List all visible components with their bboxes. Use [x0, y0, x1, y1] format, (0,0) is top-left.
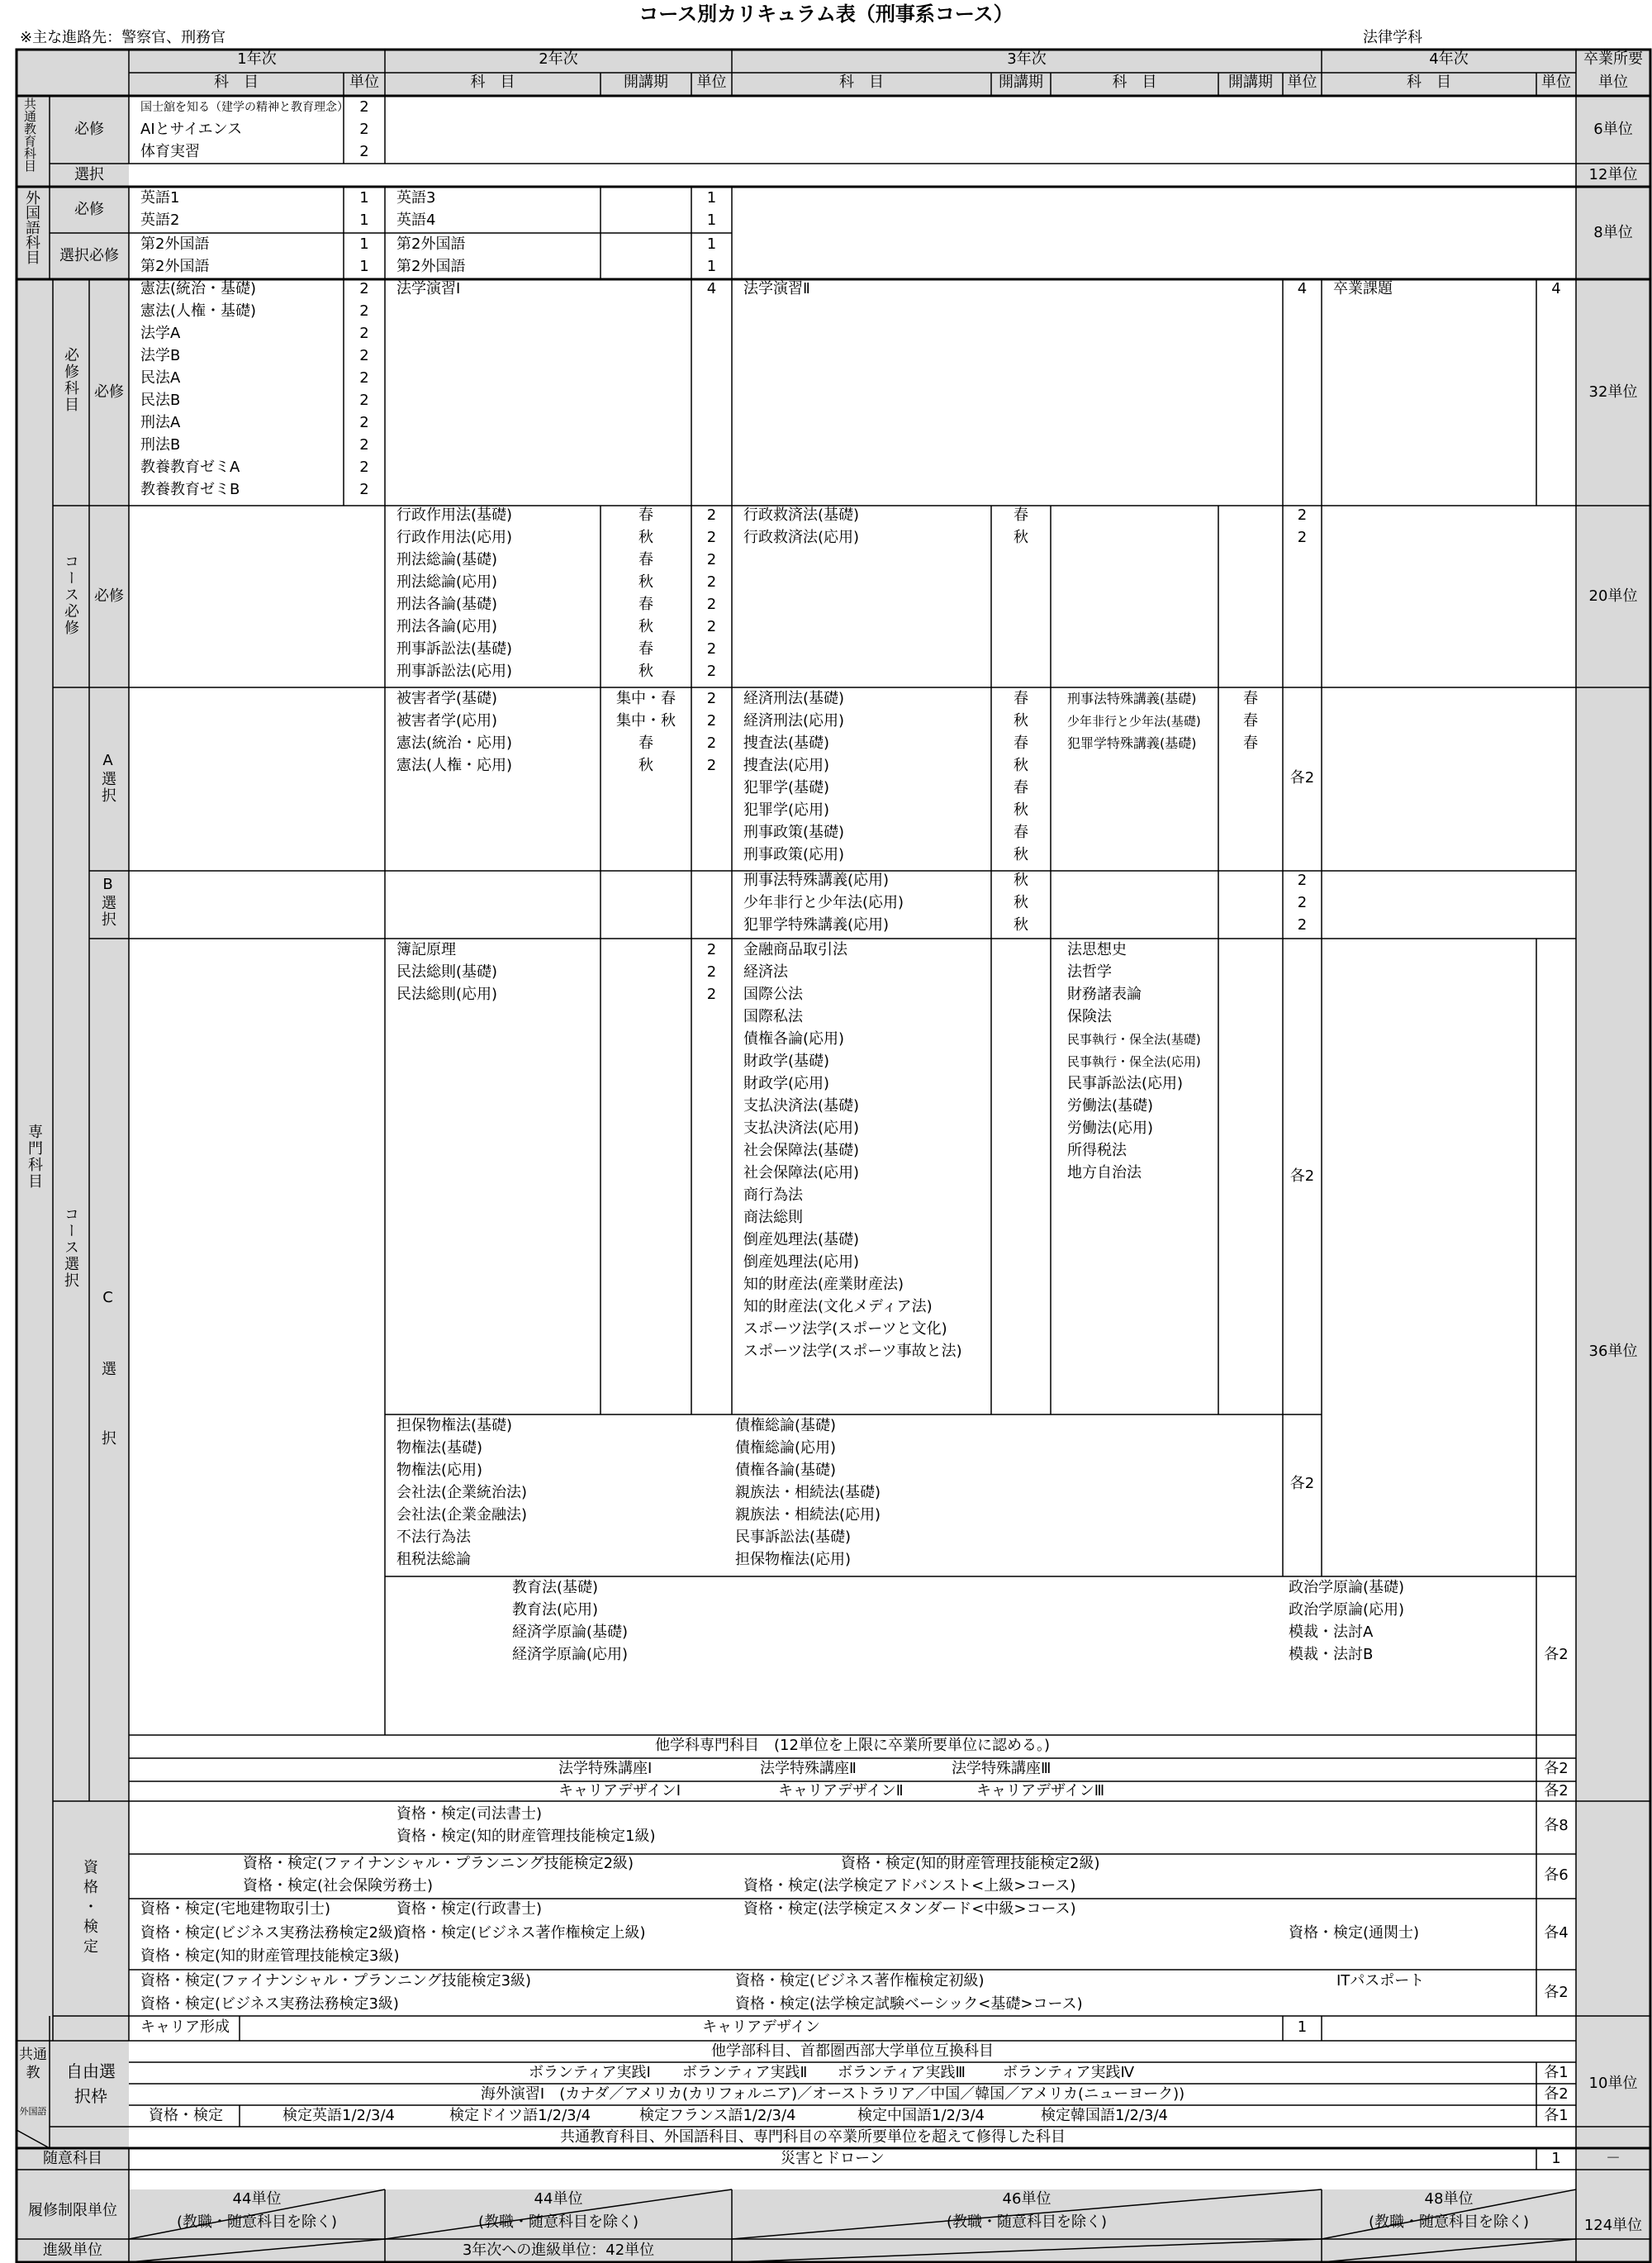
common-unit: 2 [359, 121, 369, 138]
a-sel-subject: 被害者学(基礎) [396, 690, 498, 707]
req-subject: 教養教育ゼミA [140, 459, 240, 476]
course-req-subject: 刑法各論(基礎) [396, 596, 498, 613]
exam-label: 資格・検定 [149, 2107, 223, 2124]
c-sel-y23-subject: 債権総論(応用) [735, 1439, 837, 1457]
foreign-y2-unit: 1 [706, 258, 717, 275]
foreign-y2-unit: 1 [706, 189, 717, 207]
a-sel-y3-subject: 刑事政策(応用) [743, 846, 845, 863]
common-unit: 2 [359, 143, 369, 160]
req-subject: 憲法(統治・基礎) [140, 280, 257, 297]
foreign-elective-required-label: 選択必修 [59, 247, 119, 264]
qual-item: 資格・検定(宅地建物取引士) [140, 1900, 331, 1918]
c-sel-y3-subject: スポーツ法学(スポーツ事故と法) [743, 1343, 962, 1360]
a-sel-y3-term: 秋 [1014, 801, 1028, 819]
free-elective-label: 自由選択枠 [66, 2061, 116, 2106]
a-sel-y3-term: 秋 [1014, 757, 1028, 774]
a-sel-y3-subject: 捜査法(基礎) [743, 735, 830, 752]
b-sel-unit: 2 [1297, 916, 1308, 934]
a-sel-term: 集中・春 [616, 690, 676, 707]
grad-unit-header: 単位 [1598, 74, 1628, 91]
limit-y4-note: (教職・随意科目を除く) [1368, 2213, 1530, 2231]
c-sel-y24-subject: 模裁・法討B [1289, 1646, 1374, 1663]
course-req-subject: 刑事訴訟法(応用) [396, 663, 513, 680]
c-sel-y3b-subject: 労働法(基礎) [1067, 1097, 1154, 1115]
req-subject: 民法A [140, 369, 181, 387]
c-sel-y23-subject: 親族法・相続法(基礎) [735, 1484, 881, 1501]
y4-subject-header: 科 目 [1407, 74, 1451, 91]
c-sel-y23-subject: 物権法(応用) [396, 1462, 483, 1479]
common-subject: 国士舘を知る（建学の精神と教育理念） [140, 101, 349, 114]
req-y2-unit: 4 [706, 280, 717, 297]
req-y4-unit: 4 [1551, 280, 1561, 297]
course-req-unit: 2 [706, 618, 717, 635]
qual-unit: 各2 [1544, 1984, 1569, 2001]
foreign-y1-subject: 第2外国語 [140, 258, 210, 275]
c-sel-y2-subject: 簿記原理 [396, 941, 456, 958]
exam-item: 検定フランス語1/2/3/4 [639, 2107, 796, 2124]
foreign-y2-subject: 英語3 [396, 189, 436, 207]
overseas-unit: 各2 [1544, 2085, 1569, 2103]
foreign-y1-subject: 英語1 [140, 189, 180, 207]
qual-unit: 各4 [1544, 1924, 1569, 1942]
c-sel-y3b-subject: 地方自治法 [1067, 1164, 1142, 1181]
c-sel-unit3: 各2 [1544, 1646, 1569, 1663]
qual-item: 資格・検定(社会保険労務士) [243, 1877, 434, 1895]
a-sel-subject: 憲法(人権・応用) [396, 757, 513, 774]
a-sel-unit-each: 各2 [1289, 769, 1315, 787]
special-course: 法学特殊講座Ⅰ [558, 1760, 653, 1777]
c-sel-y24-subject: 教育法(応用) [512, 1601, 599, 1619]
special-course: 法学特殊講座Ⅲ [952, 1760, 1051, 1777]
common-elective-label: 選択 [74, 166, 104, 183]
a-sel-y3-term: 春 [1014, 779, 1028, 796]
limit-y1-note: (教職・随意科目を除く) [176, 2213, 338, 2231]
c-sel-y3-subject: 債権各論(応用) [743, 1030, 845, 1048]
c-sel-y23-subject: 租税法総論 [396, 1551, 471, 1568]
c-sel-y2-unit: 2 [706, 963, 717, 981]
c-sel-y23-subject: 民事訴訟法(基礎) [735, 1528, 852, 1546]
a-sel-y3b-term: 春 [1243, 735, 1258, 752]
c-sel-y3-subject: 倒産処理法(基礎) [743, 1231, 860, 1248]
a-sel-y3-term: 秋 [1014, 846, 1028, 863]
qual-item: 資格・検定(ファイナンシャル・プランニング技能検定2級) [243, 1855, 634, 1872]
qual-item: 資格・検定(司法書士) [396, 1805, 543, 1823]
qual-item: 資格・検定(知的財産管理技能検定1級) [396, 1828, 656, 1845]
course-req-unit: 2 [706, 663, 717, 680]
a-sel-unit: 2 [706, 690, 717, 707]
other-dept-subjects: 他学科専門科目 (12単位を上限に卒業所要単位に認める。) [655, 1737, 1050, 1754]
course-req-term: 春 [638, 596, 653, 613]
career-unit: 各2 [1544, 1782, 1569, 1799]
c-sel-y3b-subject: 民事訴訟法(応用) [1067, 1075, 1184, 1092]
c-sel-y3-subject: 倒産処理法(応用) [743, 1253, 860, 1271]
c-sel-y24-subject: 政治学原論(基礎) [1289, 1579, 1405, 1596]
advance-requirement: 3年次への進級単位：42単位 [462, 2242, 655, 2259]
b-sel-term: 秋 [1014, 894, 1028, 911]
c-sel-unit1: 各2 [1289, 1167, 1315, 1185]
exam-item: 検定英語1/2/3/4 [282, 2107, 396, 2124]
req-unit: 2 [359, 347, 369, 364]
limit-y3: 46単位 [1002, 2190, 1051, 2208]
career-formation-label: キャリア形成 [140, 2018, 230, 2036]
department-label: 法律学科 [1363, 29, 1422, 46]
a-sel-subject: 被害者学(応用) [396, 712, 498, 730]
grad-required-header: 卒業所要 [1583, 50, 1643, 68]
career-design: キャリアデザインⅡ [778, 1782, 904, 1799]
a-sel-y3b-subject: 刑事法特殊講義(基礎) [1067, 691, 1197, 706]
c-sel-y23-subject: 担保物権法(応用) [735, 1551, 852, 1568]
c-sel-y3-subject: 商法総則 [743, 1209, 803, 1226]
c-sel-y23-subject: 会社法(企業統治法) [396, 1484, 528, 1501]
specialized-category: 専門科目 [26, 1124, 43, 1190]
req-unit: 2 [359, 392, 369, 409]
req-unit: 2 [359, 481, 369, 498]
career-design-free: キャリアデザイン [702, 2018, 820, 2036]
req-y3-unit: 4 [1297, 280, 1308, 297]
y3-subject-header: 科 目 [839, 74, 884, 91]
course-req-term: 秋 [638, 529, 653, 546]
c-sel-y3b-subject: 法哲学 [1067, 963, 1112, 981]
qualification-label: 資格・検定 [81, 1859, 98, 1958]
c-sel-y24-subject: 経済学原論(基礎) [512, 1624, 629, 1641]
qual-item: 資格・検定(ビジネス実務法務検定2級) [140, 1924, 399, 1942]
advance-label: 進級単位 [43, 2242, 102, 2259]
b-sel-unit: 2 [1297, 872, 1308, 889]
b-sel-subject: 刑事法特殊講義(応用) [743, 872, 890, 889]
c-sel-y2-unit: 2 [706, 941, 717, 958]
exam-item: 検定ドイツ語1/2/3/4 [449, 2107, 591, 2124]
req-subject: 刑法A [140, 414, 181, 431]
c-sel-unit2: 各2 [1289, 1475, 1315, 1492]
qual-item: ITパスポート [1336, 1972, 1425, 1990]
course-req-subject: 刑法総論(応用) [396, 573, 498, 591]
foreign-y2-unit: 1 [706, 212, 717, 229]
foreign-y2-subject: 英語4 [396, 212, 436, 229]
career-note: ※主な進路先：警察官、刑務官 [20, 29, 226, 46]
foreign-total: 8単位 [1593, 224, 1633, 241]
course-req-subject: 刑法総論(基礎) [396, 551, 498, 568]
course-req-term: 春 [638, 506, 653, 524]
free-total: 10単位 [1588, 2075, 1638, 2092]
common-category: 共通教育科目 [22, 97, 37, 172]
foreign-y2-subject: 第2外国語 [396, 235, 466, 253]
a-sel-y3b-subject: 犯罪学特殊講義(基礎) [1067, 735, 1197, 751]
course-req-unit: 2 [706, 640, 717, 658]
c-sel-y23-subject: 債権総論(基礎) [735, 1417, 837, 1434]
a-sel-subject: 憲法(統治・応用) [396, 735, 513, 752]
foreign-y2-subject: 第2外国語 [396, 258, 466, 275]
career-design: キャリアデザインⅠ [558, 1782, 681, 1799]
course-req-subject: 行政作用法(応用) [396, 529, 513, 546]
qual-item: 資格・検定(法学検定アドバンスト<上級>コース) [743, 1877, 1076, 1895]
a-elective-label: A選択 [99, 752, 116, 804]
special-unit: 各2 [1544, 1760, 1569, 1777]
c-sel-y23-subject: 親族法・相続法(応用) [735, 1506, 881, 1524]
course-req-unit: 2 [706, 573, 717, 591]
course-req-subject: 刑法各論(応用) [396, 618, 498, 635]
limit-y2-note: (教職・随意科目を除く) [477, 2213, 639, 2231]
b-sel-term: 秋 [1014, 916, 1028, 934]
qual-item: 資格・検定(ビジネス実務法務検定3級) [140, 1995, 399, 2013]
common-elective-total: 12単位 [1588, 166, 1638, 183]
c-sel-y24-subject: 教育法(基礎) [512, 1579, 599, 1596]
course-req-term: 春 [638, 551, 653, 568]
c-sel-y23-subject: 物権法(基礎) [396, 1439, 483, 1457]
special-course: 法学特殊講座Ⅱ [760, 1760, 857, 1777]
course-req-y3-unit: 2 [1297, 506, 1308, 524]
excess-credits: 共通教育科目、外国語科目、専門科目の卒業所要単位を超えて修得した科目 [560, 2128, 1066, 2146]
y4-unit-header: 単位 [1541, 74, 1571, 91]
course-req-y3-term: 春 [1014, 506, 1028, 524]
req-y4-subject: 卒業課題 [1333, 280, 1393, 297]
a-sel-y3-term: 春 [1014, 824, 1028, 841]
y3-unit-header: 単位 [1287, 74, 1317, 91]
c-sel-y3-subject: 社会保障法(基礎) [743, 1142, 860, 1159]
b-elective-label: B選択 [99, 876, 116, 928]
b-sel-subject: 少年非行と少年法(応用) [743, 894, 904, 911]
course-req-term: 秋 [638, 663, 653, 680]
course-required-label: コース必修 [62, 554, 79, 636]
foreign-required-label: 必修 [74, 201, 104, 218]
course-req-total: 20単位 [1588, 587, 1638, 605]
a-sel-term: 秋 [638, 757, 653, 774]
c-sel-y3-subject: 支払決済法(基礎) [743, 1097, 860, 1115]
c-sel-y24-subject: 模裁・法討A [1289, 1624, 1374, 1641]
c-sel-y23-subject: 債権各論(基礎) [735, 1462, 837, 1479]
c-sel-y3-subject: 国際公法 [743, 986, 803, 1003]
course-req-subject: 行政作用法(基礎) [396, 506, 513, 524]
qual-item: 資格・検定(法学検定試験ベーシック<基礎>コース) [735, 1995, 1083, 2013]
volunteer-item: ボランティア実践Ⅰ [529, 2064, 651, 2081]
c-sel-y3-subject: 経済法 [743, 963, 788, 981]
grad-total: 124単位 [1583, 2217, 1643, 2234]
limit-label: 履修制限単位 [28, 2202, 117, 2219]
a-sel-y3-subject: 経済刑法(基礎) [743, 690, 845, 707]
year2-header: 2年次 [539, 50, 578, 68]
req-unit: 2 [359, 325, 369, 342]
c-sel-y23-subject: 担保物権法(基礎) [396, 1417, 513, 1434]
qual-item: 資格・検定(ビジネス著作権検定上級) [396, 1924, 646, 1942]
foreign-category: 外国語科目 [23, 190, 40, 264]
a-sel-y3-term: 春 [1014, 690, 1028, 707]
req-unit: 2 [359, 414, 369, 431]
year3-header: 3年次 [1007, 50, 1047, 68]
qual-item: 資格・検定(ビジネス著作権検定初級) [735, 1972, 985, 1990]
foreign-y1-unit: 1 [359, 189, 369, 207]
y3b-term-header: 開講期 [1228, 74, 1273, 91]
a-sel-y3b-term: 春 [1243, 690, 1258, 707]
foreign-y1-subject: 第2外国語 [140, 235, 210, 253]
req-y3-subject: 法学演習Ⅱ [743, 280, 810, 297]
req-subject: 憲法(人権・基礎) [140, 302, 257, 320]
qual-item: 資格・検定(通関士) [1289, 1924, 1420, 1942]
y2-unit-header: 単位 [696, 74, 727, 91]
c-sel-y3b-subject: 民事執行・保全法(応用) [1067, 1054, 1201, 1069]
limit-y3-note: (教職・随意科目を除く) [946, 2213, 1108, 2231]
career-design: キャリアデザインⅢ [976, 1782, 1105, 1799]
course-req-unit: 2 [706, 506, 717, 524]
volunteer-unit: 各1 [1544, 2064, 1569, 2081]
a-sel-unit: 2 [706, 735, 717, 752]
course-elective-total: 36単位 [1588, 1343, 1638, 1360]
course-req-unit: 2 [706, 551, 717, 568]
foreign-short-label: 外国語 [19, 2106, 47, 2117]
y1-unit-header: 単位 [349, 74, 379, 91]
c-sel-y2-subject: 民法総則(応用) [396, 986, 498, 1003]
c-sel-y2-subject: 民法総則(基礎) [396, 963, 498, 981]
y2-term-header: 開講期 [624, 74, 668, 91]
b-sel-unit: 2 [1297, 894, 1308, 911]
req-subject: 教養教育ゼミB [140, 481, 240, 498]
c-sel-y3b-subject: 民事執行・保全法(基礎) [1067, 1032, 1201, 1047]
course-req-y3-term: 秋 [1014, 529, 1028, 546]
limit-y2: 44単位 [534, 2190, 583, 2208]
req-subject: 刑法B [140, 436, 181, 454]
course-req-term: 秋 [638, 618, 653, 635]
c-sel-y3-subject: 知的財産法(産業財産法) [743, 1276, 904, 1293]
qual-item: 資格・検定(法学検定スタンダード<中級>コース) [743, 1900, 1076, 1918]
c-sel-y2-unit: 2 [706, 986, 717, 1003]
y3-term-header: 開講期 [999, 74, 1043, 91]
a-sel-y3-subject: 捜査法(応用) [743, 757, 830, 774]
qual-item: 資格・検定(ファイナンシャル・プランニング技能検定3級) [140, 1972, 532, 1990]
a-sel-y3-subject: 経済刑法(応用) [743, 712, 845, 730]
a-sel-y3-term: 秋 [1014, 712, 1028, 730]
foreign-y1-unit: 1 [359, 212, 369, 229]
foreign-y1-subject: 英語2 [140, 212, 180, 229]
year1-header: 1年次 [237, 50, 277, 68]
c-sel-y3b-subject: 保険法 [1067, 1008, 1112, 1025]
course-req-term: 春 [638, 640, 653, 658]
y1-subject-header: 科 目 [214, 74, 259, 91]
a-sel-y3b-subject: 少年非行と少年法(基礎) [1067, 714, 1201, 729]
c-sel-y3-subject: 金融商品取引法 [743, 941, 847, 958]
req-unit: 2 [359, 280, 369, 297]
career-design-free-unit: 1 [1297, 2018, 1308, 2036]
c-sel-y3b-subject: 所得税法 [1067, 1142, 1127, 1159]
b-sel-subject: 犯罪学特殊講義(応用) [743, 916, 890, 934]
volunteer-item: ボランティア実践Ⅱ [682, 2064, 808, 2081]
course-req-subject: 刑事訴訟法(基礎) [396, 640, 513, 658]
volunteer-item: ボランティア実践Ⅳ [1003, 2064, 1135, 2081]
c-sel-y3-subject: 社会保障法(応用) [743, 1164, 860, 1181]
course-req-y3-unit: 2 [1297, 529, 1308, 546]
c-sel-y3-subject: 財政学(応用) [743, 1075, 830, 1092]
c-sel-y24-subject: 政治学原論(応用) [1289, 1601, 1405, 1619]
optional-subject: 災害とドローン [781, 2150, 885, 2167]
page-title: コース別カリキュラム表（刑事系コース） [638, 2, 1014, 26]
c-sel-y24-subject: 経済学原論(応用) [512, 1646, 629, 1663]
req-total: 32単位 [1588, 383, 1638, 401]
common-short-label: 共通教 [19, 2047, 47, 2081]
y2-subject-header: 科 目 [470, 74, 515, 91]
course-req-y3-subject: 行政救済法(基礎) [743, 506, 860, 524]
required-subjects-label: 必修科目 [62, 347, 79, 413]
c-sel-y3-subject: スポーツ法学(スポーツと文化) [743, 1320, 947, 1338]
year4-header: 4年次 [1429, 50, 1469, 68]
common-unit: 2 [359, 98, 369, 116]
foreign-y1-unit: 1 [359, 235, 369, 253]
optional-total: － [1606, 2150, 1621, 2167]
qual-unit: 各8 [1544, 1817, 1569, 1834]
course-required-sub-label: 必修 [94, 587, 124, 605]
common-subject: 体育実習 [140, 143, 200, 160]
common-required-total: 6単位 [1593, 121, 1633, 138]
exam-item: 検定中国語1/2/3/4 [857, 2107, 985, 2124]
c-sel-y3-subject: 商行為法 [743, 1186, 803, 1204]
course-req-y3-subject: 行政救済法(応用) [743, 529, 860, 546]
limit-y4: 48単位 [1424, 2190, 1474, 2208]
optional-label: 随意科目 [43, 2150, 102, 2167]
a-sel-y3-term: 春 [1014, 735, 1028, 752]
a-sel-y3-subject: 犯罪学(応用) [743, 801, 830, 819]
foreign-y1-unit: 1 [359, 258, 369, 275]
qual-unit: 各6 [1544, 1866, 1569, 1884]
req-subject: 法学A [140, 325, 181, 342]
limit-y1: 44単位 [232, 2190, 282, 2208]
c-sel-y3-subject: 知的財産法(文化メディア法) [743, 1298, 933, 1315]
course-req-term: 秋 [638, 573, 653, 591]
c-sel-y3b-subject: 法思想史 [1067, 941, 1127, 958]
c-sel-y3-subject: 財政学(基礎) [743, 1053, 830, 1070]
c-sel-y3b-subject: 財務諸表論 [1067, 986, 1142, 1003]
volunteer-item: ボランティア実践Ⅲ [838, 2064, 966, 2081]
exam-unit: 各1 [1544, 2107, 1569, 2124]
qual-item: 資格・検定(行政書士) [396, 1900, 543, 1918]
qual-item: 資格・検定(知的財産管理技能検定3級) [140, 1947, 400, 1965]
a-sel-y3-subject: 刑事政策(基礎) [743, 824, 845, 841]
b-sel-term: 秋 [1014, 872, 1028, 889]
overseas-program: 海外演習Ⅰ (カナダ／アメリカ(カリフォルニア)／オーストラリア／中国／韓国／アメリカ(ニューヨーク)) [480, 2085, 1185, 2103]
c-sel-y23-subject: 不法行為法 [396, 1528, 471, 1546]
course-req-unit: 2 [706, 596, 717, 613]
a-sel-y3-subject: 犯罪学(基礎) [743, 779, 830, 796]
c-sel-y3-subject: 支払決済法(応用) [743, 1120, 860, 1137]
optional-unit: 1 [1551, 2150, 1561, 2167]
req-unit: 2 [359, 302, 369, 320]
req-subject: 法学B [140, 347, 181, 364]
req-y2-subject: 法学演習Ⅰ [396, 280, 461, 297]
other-faculty-subjects: 他学部科目、首都圏西部大学単位互換科目 [711, 2042, 994, 2060]
a-sel-term: 春 [638, 735, 653, 752]
c-sel-y23-subject: 会社法(企業金融法) [396, 1506, 528, 1524]
course-req-unit: 2 [706, 529, 717, 546]
req-unit: 2 [359, 369, 369, 387]
a-sel-unit: 2 [706, 712, 717, 730]
c-sel-y3b-subject: 労働法(応用) [1067, 1120, 1154, 1137]
c-sel-y3-subject: 国際私法 [743, 1008, 803, 1025]
req-subject: 民法B [140, 392, 181, 409]
a-sel-y3b-term: 春 [1243, 712, 1258, 730]
a-sel-term: 集中・秋 [616, 712, 676, 730]
common-subject: AIとサイエンス [140, 121, 243, 138]
common-required-label: 必修 [74, 121, 104, 138]
course-elective-label: コース選択 [62, 1206, 79, 1289]
req-required-label: 必修 [94, 383, 124, 401]
foreign-y2-unit: 1 [706, 235, 717, 253]
qual-item: 資格・検定(知的財産管理技能検定2級) [841, 1855, 1100, 1872]
a-sel-unit: 2 [706, 757, 717, 774]
req-unit: 2 [359, 436, 369, 454]
exam-item: 検定韓国語1/2/3/4 [1041, 2107, 1169, 2124]
c-elective-label: C 選 択 [99, 1289, 116, 1465]
y3b-subject-header: 科 目 [1112, 74, 1157, 91]
req-unit: 2 [359, 459, 369, 476]
